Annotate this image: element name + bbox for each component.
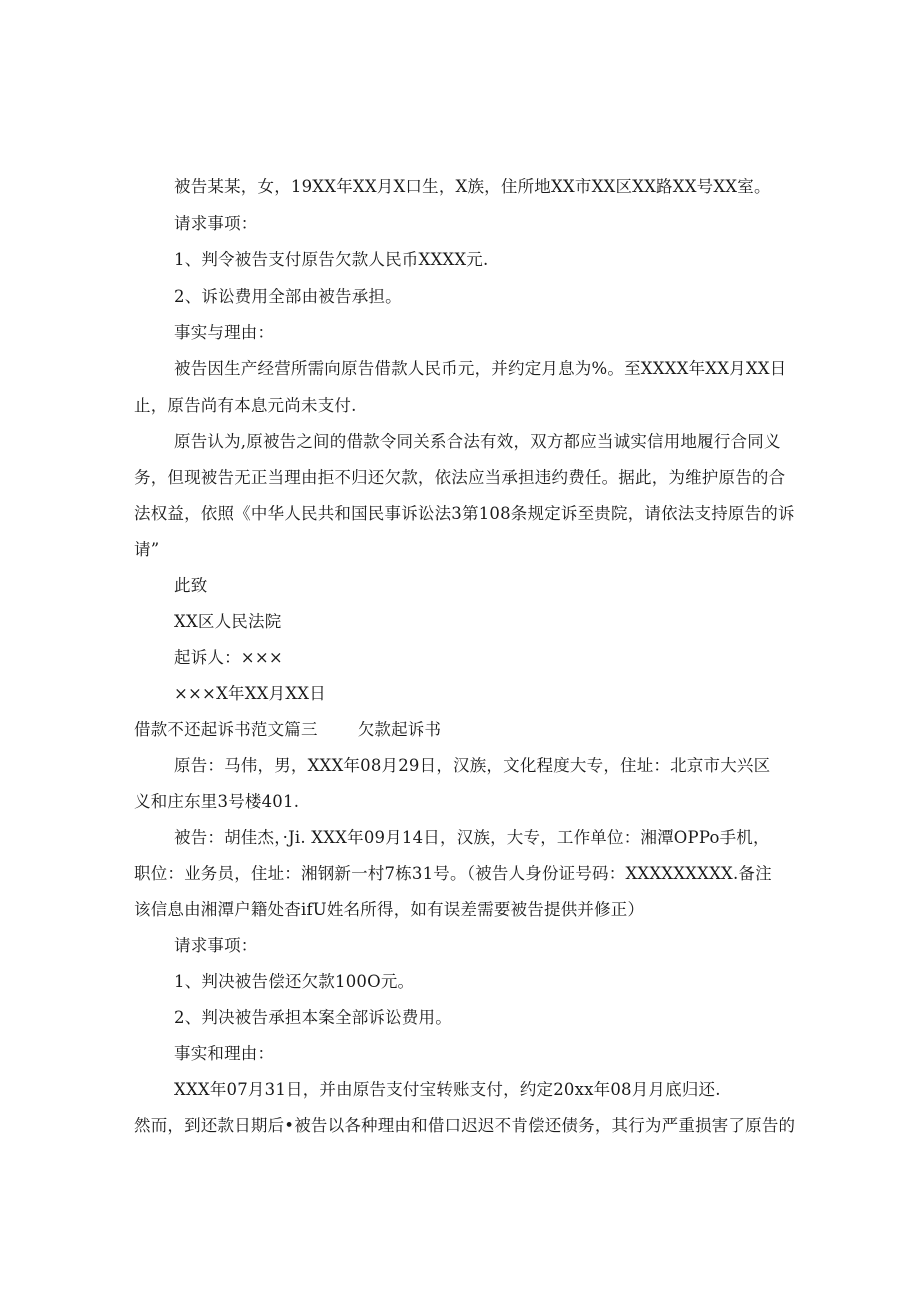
signature-date: ×××X年XX月XX日: [174, 684, 326, 703]
defendant-info-2: 被告：胡佳杰，·Ji. XXX年09月14日，汉族，大专，工作单位：湘潭OPPo手机，: [174, 828, 770, 847]
reason-paragraph-line: 原告认为,原被告之间的借款令同关系合法有效，双方都应当诚实信用地履行合同义: [174, 432, 781, 451]
defendant-info-cont: 职位：业务员，住址：湘钢新一村7栋31号。（被告人身份证号码：XXXXXXXXX.备注: [134, 864, 772, 883]
court-name: XX区人民法院: [174, 612, 282, 631]
facts-paragraph-line: 被告因生产经营所需向原告借款人民币元，并约定月息为%。至XXXX年XX月XX日: [174, 359, 787, 378]
facts-heading-2: 事实和理由：: [174, 1044, 275, 1063]
reason-paragraph-line: 请”: [134, 540, 160, 559]
reason-paragraph-line: 务，但现被告无正当理由拒不归还欠款，依法应当承担违约费任。据此，为维护原告的合: [134, 468, 786, 487]
facts-line: XXX年07月31日，并由原告支付宝转账支付，约定20xx年08月月底归还.: [174, 1080, 721, 1099]
plaintiff-info: 原告：马伟，男，XXX年08月29日，汉族，文化程度大专，住址：北京市大兴区: [174, 756, 771, 775]
defendant-info: 被告某某，女，19XX年XX月X口生，X族，住所地XX市XX区XX路XX号XX室。: [174, 177, 771, 196]
plaintiff-info-cont: 义和庄东里3号楼401.: [134, 792, 300, 811]
facts-line: 然而，到还款日期后•被告以各种理由和借口迟迟不肯偿还债务，其行为严重损害了原告的: [134, 1116, 796, 1135]
defendant-info-note: 该信息由湘潭户籍处杳ifU姓名所得，如有误差需要被告提供并修正）: [134, 900, 645, 919]
facts-heading: 事实与理由：: [174, 323, 275, 342]
claim-item-2: 2、诉讼费用全部由被告承担。: [174, 287, 402, 306]
facts-paragraph-line: 止，原告尚有本息元尚未支付.: [134, 396, 357, 415]
claims-heading: 请求事项：: [174, 214, 258, 233]
claims-heading-2: 请求事项：: [174, 936, 258, 955]
reason-paragraph-line: 法权益，依照《中华人民共和国民事诉讼法3第108条规定诉至贵院，请依法支持原告的诉: [134, 504, 795, 523]
claim-item-2b: 2、判决被告承担本案全部诉讼费用。: [174, 1008, 452, 1027]
plaintiff-signature: 起诉人：×××: [174, 648, 283, 667]
claim-item-1b: 1、判决被告偿还欠款100O元。: [174, 972, 415, 991]
closing-salutation: 此致: [174, 576, 208, 595]
section-title-main: 借款不还起诉书范文篇三: [134, 720, 318, 739]
section-title: [134, 719, 441, 741]
section-title-sub: 欠款起诉书: [357, 720, 442, 739]
claim-item-1: 1、判令被告支付原告欠款人民币XXXX元.: [174, 250, 489, 269]
